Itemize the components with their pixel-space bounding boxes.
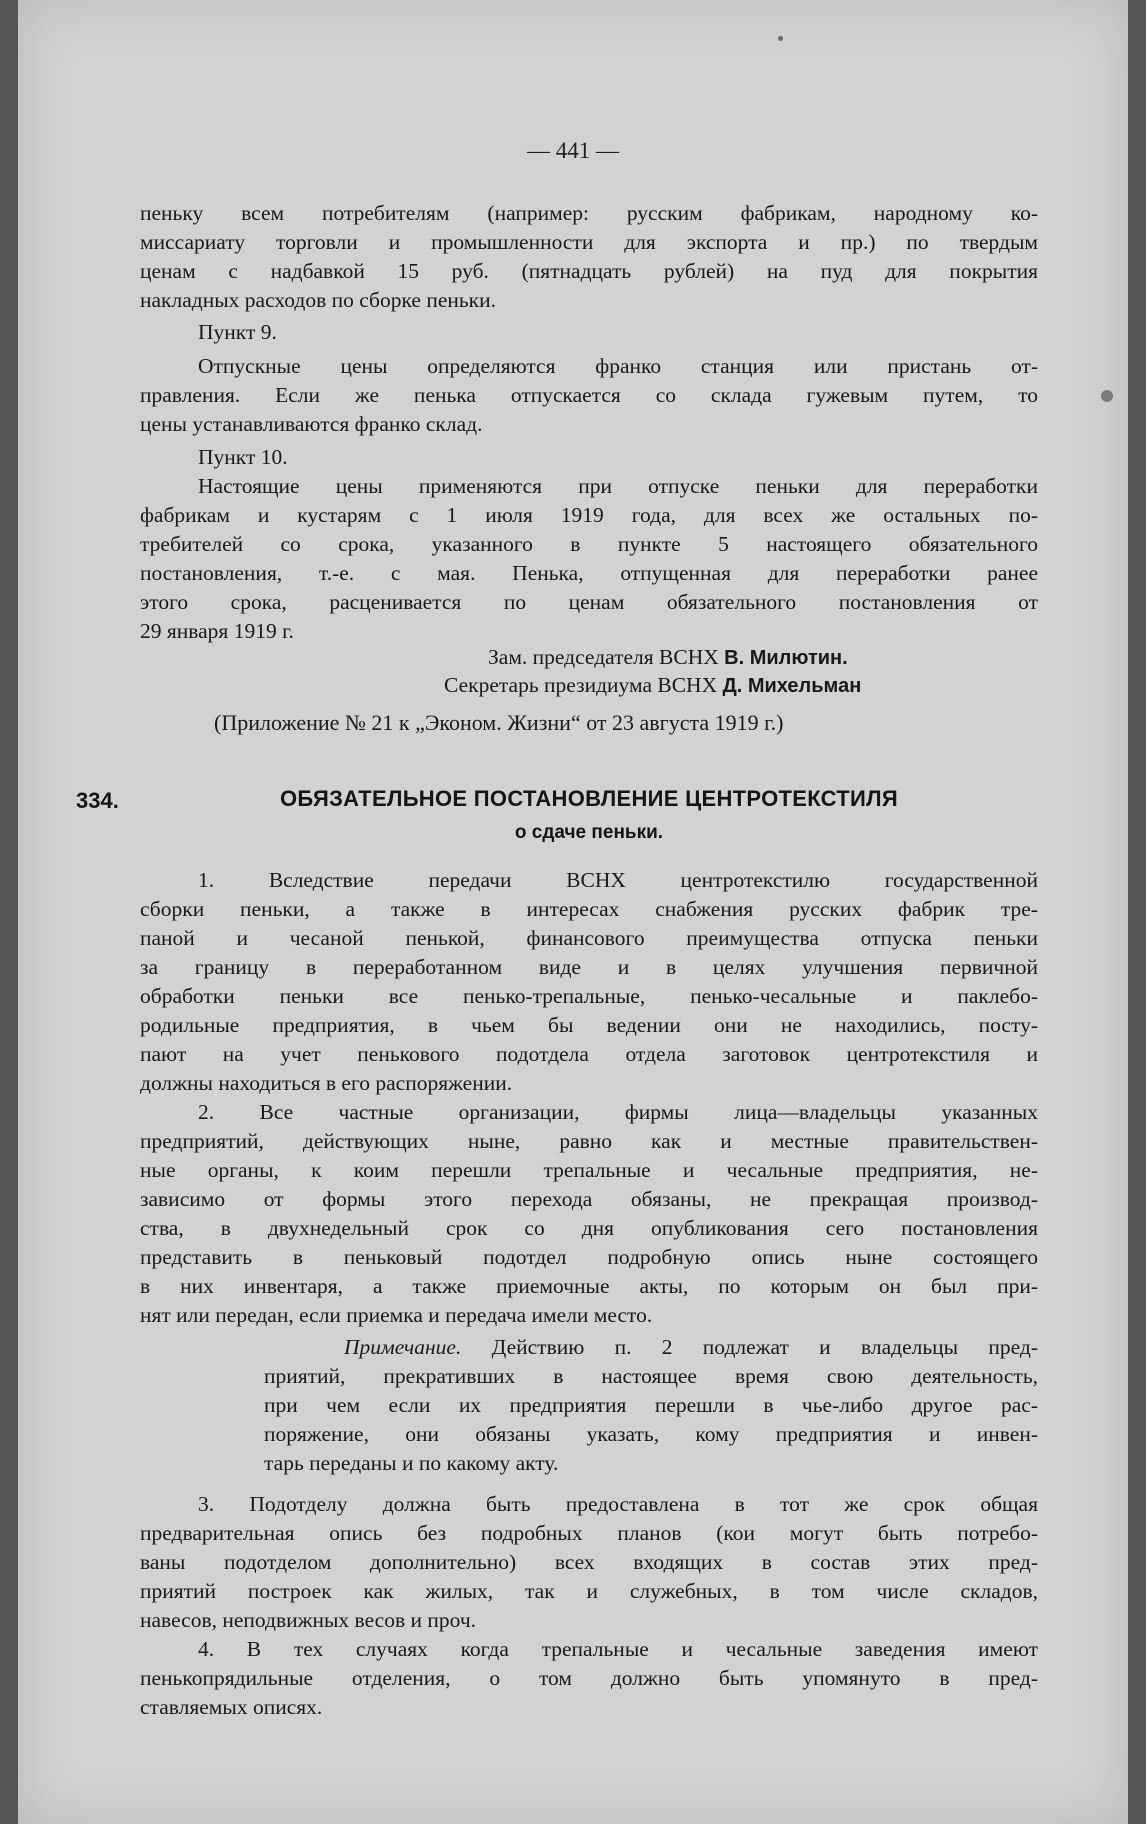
signature-name: В. Милютин. xyxy=(724,647,848,669)
text-line: представить в пеньковый подотдел подробную опись ныне состоящего xyxy=(140,1245,1038,1269)
text-line: должны находиться в его распоряжении. xyxy=(140,1071,513,1095)
text-line: нят или передан, если приемка и передача имели место. xyxy=(140,1303,653,1327)
item-1 xyxy=(140,866,1038,1098)
text-line: за границу в переработанном виде и в целях улучшения первичной xyxy=(140,955,1038,979)
text-line: правления. Если же пенька отпускается со склада гужевым путем, то xyxy=(140,383,1038,407)
signature-name: Д. Михельман xyxy=(722,675,862,697)
text-line: 1. Вследствие передачи ВСНХ центротекстилю государственной xyxy=(198,868,1038,892)
text-line: при чем если их предприятия перешли в чье-либо другое рас- xyxy=(264,1393,1038,1417)
ink-speck xyxy=(778,36,783,41)
text-line: паной и чесаной пенькой, финансового преимущества отпуска пеньки xyxy=(140,926,1038,950)
page-number: — 441 — xyxy=(527,138,619,163)
text-line: Отпускные цены определяются франко станция или пристань от- xyxy=(198,354,1038,378)
point-10 xyxy=(140,443,1038,646)
signature-role: Зам. председателя ВСНХ xyxy=(488,645,719,669)
text-line: ваны подотделом дополнительно) всех входящих в состав этих пред- xyxy=(140,1550,1038,1574)
text-line: цены устанавливаются франко склад. xyxy=(140,412,483,436)
note-label: Примечание. xyxy=(344,1335,462,1359)
text-line: сборки пеньки, а также в интересах снабжения русских фабрик тре- xyxy=(140,897,1038,921)
note-first-line xyxy=(264,1333,1038,1362)
signature-role: Секретарь президиума ВСНХ xyxy=(444,673,718,697)
text-line: пают на учет пенькового подотдела отдела заготовок центротекстиля и xyxy=(140,1042,1038,1066)
document-subtitle: о сдаче пеньки. xyxy=(514,822,664,843)
text-line: в них инвентаря, а также приемочные акты, по которым он был при- xyxy=(140,1274,1038,1298)
text-line: обработки пеньки все пенько-трепальные, пенько-чесальные и паклебо- xyxy=(140,984,1038,1008)
text-line: Настоящие цены применяются при отпуске пеньки для переработки xyxy=(198,474,1038,498)
text-line: миссариату торговли и промышленности для экспорта и пр.) по твердым xyxy=(140,230,1038,254)
scanned-page xyxy=(18,0,1128,1824)
document-number: 334. xyxy=(76,788,119,813)
text-line: этого срока, расценивается по ценам обязательного постановления от xyxy=(140,590,1038,614)
text-line: ставляемых описях. xyxy=(140,1695,323,1719)
text-line: фабрикам и кустарям с 1 июля 1919 года, для всех же остальных по- xyxy=(140,503,1038,527)
text-line: накладных расходов по сборке пеньки. xyxy=(140,288,496,312)
text-line: 3. Подотделу должна быть предоставлена в тот же срок общая xyxy=(198,1492,1038,1516)
text-line: ценам с надбавкой 15 руб. (пятнадцать рублей) на пуд для покрытия xyxy=(140,259,1038,283)
signature-milyutin xyxy=(488,645,848,670)
text-line: 29 января 1919 г. xyxy=(140,619,294,643)
item-2 xyxy=(140,1098,1038,1330)
text-line: приятий построек как жилых, так и служебных, в том числе складов, xyxy=(140,1579,1038,1603)
text-line: навесов, неподвижных весов и проч. xyxy=(140,1608,477,1632)
point-10-title: Пункт 10. xyxy=(198,445,288,469)
text-line: пенькопрядильные отделения, о том должно быть упомянуто в пред- xyxy=(140,1666,1038,1690)
text-line: предприятий, действующих ныне, равно как и местные правительствен- xyxy=(140,1129,1038,1153)
text-line: родильные предприятия, в чьем бы ведении они не находились, посту- xyxy=(140,1013,1038,1037)
item-3 xyxy=(140,1490,1038,1635)
text-line: зависимо от формы этого перехода обязаны, не прекращая производ- xyxy=(140,1187,1038,1211)
text-line: приятий, прекративших в настоящее время свою деятельность, xyxy=(264,1364,1038,1388)
text-line: тарь переданы и по какому акту. xyxy=(264,1451,559,1475)
text-line: постановления, т.-е. с мая. Пенька, отпущенная для переработки ранее xyxy=(140,561,1038,585)
text-line: пеньку всем потребителям (например: русским фабрикам, народному ко- xyxy=(140,201,1038,225)
note-block xyxy=(264,1333,1038,1478)
signature-mikhelman xyxy=(444,673,861,698)
document-title: ОБЯЗАТЕЛЬНОЕ ПОСТАНОВЛЕНИЕ ЦЕНТРОТЕКСТИЛЯ xyxy=(279,786,898,811)
text-line: предварительная опись без подробных планов (кои могут быть потребо- xyxy=(140,1521,1038,1545)
source-citation: (Приложение № 21 к „Эконом. Жизни“ от 23 августа 1919 г.) xyxy=(214,710,784,735)
text-line: ные органы, к коим перешли трепальные и чесальные предприятия, не- xyxy=(140,1158,1038,1182)
point-9 xyxy=(140,318,1038,439)
ink-speck xyxy=(1101,390,1113,402)
continuation-paragraph xyxy=(140,199,1038,315)
text-line: 2. Все частные организации, фирмы лица—владельцы указанных xyxy=(198,1100,1038,1124)
item-4 xyxy=(140,1635,1038,1722)
note-text: Действию п. 2 подлежат и владельцы пред- xyxy=(491,1335,1039,1359)
text-line: 4. В тех случаях когда трепальные и чесальные заведения имеют xyxy=(198,1637,1038,1661)
text-line: требителей со срока, указанного в пункте 5 настоящего обязательного xyxy=(140,532,1038,556)
text-line: поряжение, они обязаны указать, кому предприятия и инвен- xyxy=(264,1422,1038,1446)
text-line: ства, в двухнедельный срок со дня опубликования сего постановления xyxy=(140,1216,1038,1240)
point-9-title: Пункт 9. xyxy=(198,320,277,344)
